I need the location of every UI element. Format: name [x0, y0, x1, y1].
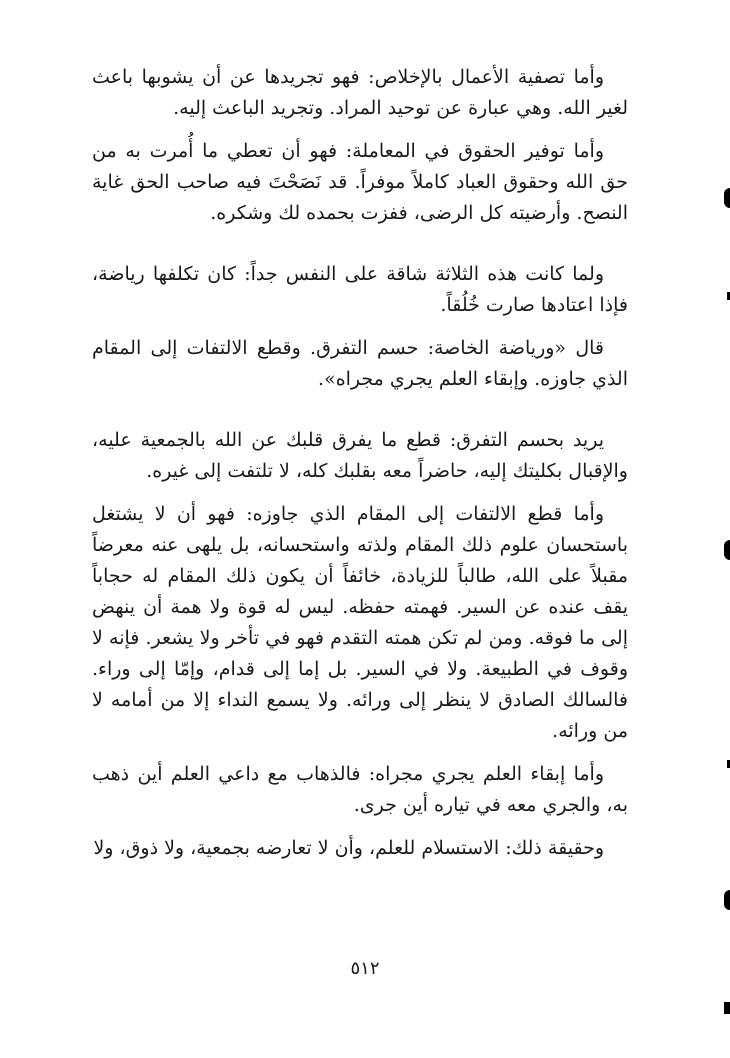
scan-edge-mark [724, 188, 730, 208]
scan-edge-mark [724, 890, 730, 910]
page-number: ٥١٢ [350, 958, 380, 979]
paragraph-keeping-knowledge: وأما إبقاء العلم يجري مجراه: فالذهاب مع داعي العلم أين ذهب به، والجري معه في تياره أين جرى. [92, 763, 628, 816]
paragraph-three-hardships: ولما كانت هذه الثلاثة شاقة على النفس جداً: كان تكلفها رياضة، فإذا اعتادها صارت خُلُقاً. [92, 263, 628, 316]
page-body-text [92, 62, 628, 864]
paragraph-fulfilling-rights: وأما توفير الحقوق في المعاملة: فهو أن تعطي ما أُمرت به من حق الله وحقوق العباد كاملاً موفراً. قد نَصَحْتَ فيه صاحب الحق غاية النصح. وأرضيته كل الرضى، ففزت بحمده لك وشكره. [92, 140, 628, 224]
scan-edge-mark [724, 1002, 730, 1014]
scan-edge-mark [724, 540, 730, 560]
paragraph-reality: وحقيقة ذلك: الاستسلام للعلم، وأن لا تعارضه بجمعية، ولا ذوق، ولا [93, 837, 604, 859]
paragraph-cutting-dispersion: يريد بحسم التفرق: قطع ما يفرق قلبك عن الله بالجمعية عليه، والإقبال بكليتك إليه، حاضراً معه بقلبك كله، لا تلتفت إلى غيره. [92, 429, 628, 482]
paragraph-quote-elite-training: قال «ورياضة الخاصة: حسم التفرق. وقطع الالتفات إلى المقام الذي جاوزه. وإبقاء العلم يجري مجراه». [92, 337, 628, 390]
paragraph-cutting-attention: وأما قطع الالتفات إلى المقام الذي جاوزه: فهو أن لا يشتغل باستحسان علوم ذلك المقام ولذته واستحسانه، بل يلهى عنه معرضاً مقبلاً على الله، طالباً للزيادة، خائفاً أن يكون ذلك المقام له حجاباً يقف عنده عن السير. فهمته حفظه. ليس له قوة ولا همة أن ينهض إلى ما فوقه. ومن لم تكن همته التقدم فهو في تأخر ولا يشعر. فإنه لا وقوف في الطبيعة. ولا في السير. بل إما إلى قدام، وإمّا إلى وراء. فالسالك الصادق لا ينظر إلى ورائه. ولا يسمع النداء إلا من أمامه لا من ورائه. [92, 503, 628, 742]
paragraph-sincerity: وأما تصفية الأعمال بالإخلاص: فهو تجريدها عن أن يشوبها باعث لغير الله. وهي عبارة عن توحيد المراد. وتجريد الباعث إليه. [92, 66, 628, 119]
